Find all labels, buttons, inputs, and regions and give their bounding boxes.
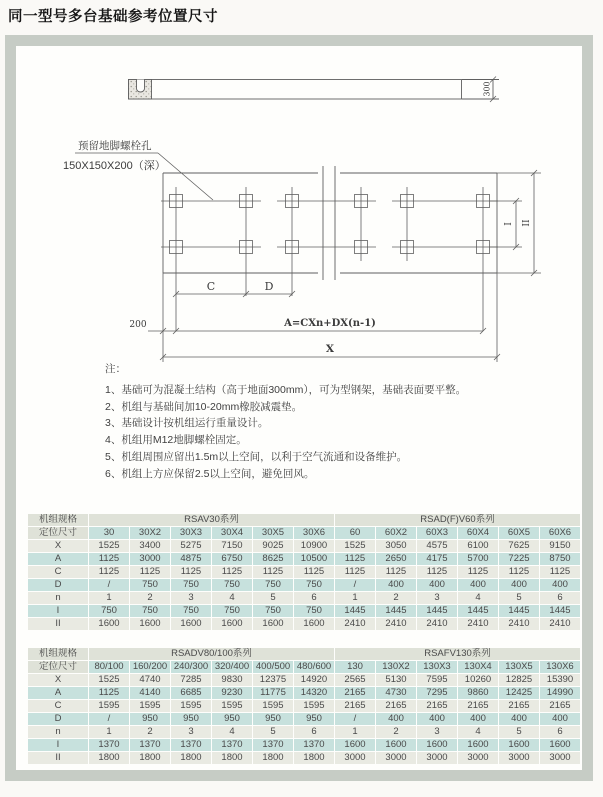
value-cell: 2	[376, 726, 416, 738]
value-cell: 2650	[376, 553, 416, 565]
row-label: I	[28, 605, 88, 617]
model-header-cell: 60X6	[540, 527, 580, 539]
corner-unit-spec: 机组规格	[28, 514, 88, 526]
value-cell: 15390	[540, 674, 580, 686]
model-header-cell: 60X4	[458, 527, 498, 539]
value-cell: 9150	[540, 540, 580, 552]
page-title: 同一型号多台基础参考位置尺寸	[8, 9, 218, 25]
value-cell: 1595	[130, 700, 170, 712]
value-cell: 950	[253, 713, 293, 725]
dim-offset-200: 200	[129, 320, 147, 330]
value-cell: 950	[130, 713, 170, 725]
annotation-line2: 150X150X200（深）	[63, 160, 166, 172]
value-cell: 6	[540, 726, 580, 738]
value-cell: 12425	[499, 687, 539, 699]
value-cell: 1600	[335, 739, 375, 751]
value-cell: 1370	[253, 739, 293, 751]
value-cell: 3	[417, 592, 457, 604]
value-cell: 4	[212, 592, 252, 604]
model-header-cell: 30X4	[212, 527, 252, 539]
value-cell: 1595	[171, 700, 211, 712]
row-label: A	[28, 553, 88, 565]
notes-title: 注：	[105, 363, 126, 375]
value-cell: 1595	[294, 700, 334, 712]
value-cell: 4	[458, 592, 498, 604]
value-cell: 3000	[376, 752, 416, 764]
note-item: 3、基础设计按机组运行重量设计。	[105, 417, 269, 430]
model-header-cell: 480/600	[294, 661, 334, 673]
row-label: C	[28, 566, 88, 578]
annotation-line1: 预留地脚螺栓孔	[78, 140, 152, 152]
dim-i: I	[504, 222, 514, 226]
corner-position-size: 定位尺寸	[28, 661, 88, 673]
value-cell: 400	[499, 579, 539, 591]
value-cell: 1	[335, 592, 375, 604]
value-cell: 1125	[417, 566, 457, 578]
note-item: 1、基础可为混凝土结构（高于地面300mm），可为型钢架，基础表面要平整。	[105, 383, 467, 396]
value-cell: 1445	[458, 605, 498, 617]
value-cell: 1125	[335, 566, 375, 578]
value-cell: 10500	[294, 553, 334, 565]
value-cell: 1600	[540, 739, 580, 751]
value-cell: 1125	[171, 566, 211, 578]
value-cell: 6	[294, 726, 334, 738]
dim-a-formula: A=CXn+DX(n-1)	[284, 318, 376, 329]
value-cell: 14320	[294, 687, 334, 699]
value-cell: 1370	[294, 739, 334, 751]
model-header-cell: 130X2	[376, 661, 416, 673]
row-label: D	[28, 713, 88, 725]
value-cell: 1445	[335, 605, 375, 617]
note-item: 5、机组周围应留出1.5m以上空间，以利于空气流通和设备维护。	[105, 450, 408, 463]
value-cell: 2	[130, 592, 170, 604]
value-cell: 1370	[171, 739, 211, 751]
row-label: X	[28, 540, 88, 552]
value-cell: 1	[89, 726, 129, 738]
value-cell: 1125	[89, 553, 129, 565]
value-cell: 400	[417, 713, 457, 725]
value-cell: 750	[130, 605, 170, 617]
model-header-cell: 60X5	[499, 527, 539, 539]
row-label: D	[28, 579, 88, 591]
value-cell: 9025	[253, 540, 293, 552]
value-cell: 750	[212, 605, 252, 617]
value-cell: 1445	[376, 605, 416, 617]
value-cell: 750	[212, 579, 252, 591]
model-header-cell: 160/200	[130, 661, 170, 673]
value-cell: 6	[540, 592, 580, 604]
value-cell: 2165	[540, 700, 580, 712]
value-cell: 1125	[540, 566, 580, 578]
value-cell: 1600	[171, 618, 211, 630]
value-cell: 9230	[212, 687, 252, 699]
value-cell: 2410	[376, 618, 416, 630]
note-item: 4、机组用M12地脚螺栓固定。	[105, 434, 247, 447]
series-header: RSAV30系列	[89, 514, 334, 526]
value-cell: 950	[294, 713, 334, 725]
value-cell: 1595	[212, 700, 252, 712]
value-cell: /	[89, 579, 129, 591]
row-label: C	[28, 700, 88, 712]
value-cell: 4740	[130, 674, 170, 686]
value-cell: 4	[212, 726, 252, 738]
value-cell: 7295	[417, 687, 457, 699]
value-cell: 4175	[417, 553, 457, 565]
row-label: I	[28, 739, 88, 751]
value-cell: 12375	[253, 674, 293, 686]
value-cell: 3000	[417, 752, 457, 764]
row-label: II	[28, 752, 88, 764]
value-cell: 2	[376, 592, 416, 604]
value-cell: 5275	[171, 540, 211, 552]
value-cell: 1445	[417, 605, 457, 617]
series-header: RSADV80/100系列	[89, 648, 334, 660]
value-cell: 2165	[335, 700, 375, 712]
notes-block	[105, 361, 565, 483]
value-cell: 1445	[499, 605, 539, 617]
value-cell: 1595	[253, 700, 293, 712]
value-cell: 1600	[212, 618, 252, 630]
value-cell: 2410	[417, 618, 457, 630]
value-cell: 400	[540, 713, 580, 725]
value-cell: 750	[253, 579, 293, 591]
model-header-cell: 30	[89, 527, 129, 539]
value-cell: 1800	[294, 752, 334, 764]
spec-table-2	[27, 647, 581, 765]
model-header-cell: 400/500	[253, 661, 293, 673]
value-cell: 1600	[417, 739, 457, 751]
value-cell: 1600	[376, 739, 416, 751]
value-cell: 8750	[540, 553, 580, 565]
value-cell: 1800	[253, 752, 293, 764]
value-cell: 3000	[458, 752, 498, 764]
value-cell: 750	[89, 605, 129, 617]
value-cell: 950	[212, 713, 252, 725]
value-cell: 5130	[376, 674, 416, 686]
value-cell: 2410	[499, 618, 539, 630]
model-header-cell: 30X3	[171, 527, 211, 539]
value-cell: 6750	[212, 553, 252, 565]
model-header-cell: 240/300	[171, 661, 211, 673]
value-cell: 7595	[417, 674, 457, 686]
foundation-diagram	[0, 0, 603, 380]
value-cell: 1600	[130, 618, 170, 630]
value-cell: 400	[499, 713, 539, 725]
value-cell: 6685	[171, 687, 211, 699]
value-cell: 1595	[89, 700, 129, 712]
value-cell: 3000	[130, 553, 170, 565]
value-cell: 1370	[212, 739, 252, 751]
value-cell: 950	[171, 713, 211, 725]
model-header-cell: 60	[335, 527, 375, 539]
series-header: RSAFV130系列	[335, 648, 580, 660]
value-cell: 400	[417, 579, 457, 591]
model-header-cell: 130X3	[417, 661, 457, 673]
value-cell: 1125	[294, 566, 334, 578]
value-cell: 1800	[130, 752, 170, 764]
side-view	[129, 80, 500, 100]
bolt-hole-section	[137, 80, 145, 93]
value-cell: 1125	[89, 687, 129, 699]
series-header: RSAD(F)V60系列	[335, 514, 580, 526]
model-header-cell: 80/100	[89, 661, 129, 673]
row-label: n	[28, 592, 88, 604]
model-header-cell: 130X6	[540, 661, 580, 673]
value-cell: 1125	[89, 566, 129, 578]
value-cell: 1800	[171, 752, 211, 764]
value-cell: 11775	[253, 687, 293, 699]
value-cell: 2	[130, 726, 170, 738]
value-cell: 1600	[294, 618, 334, 630]
row-label: A	[28, 687, 88, 699]
dim-d: D	[264, 280, 274, 293]
value-cell: 400	[540, 579, 580, 591]
value-cell: 400	[458, 713, 498, 725]
value-cell: 750	[171, 579, 211, 591]
value-cell: 9860	[458, 687, 498, 699]
value-cell: 400	[458, 579, 498, 591]
value-cell: 2410	[335, 618, 375, 630]
value-cell: 1445	[540, 605, 580, 617]
value-cell: 5	[499, 726, 539, 738]
value-cell: 1125	[335, 553, 375, 565]
dimension-lines	[75, 153, 541, 362]
value-cell: 1600	[89, 618, 129, 630]
value-cell: 3	[417, 726, 457, 738]
value-cell: 1600	[499, 739, 539, 751]
value-cell: 1	[335, 726, 375, 738]
value-cell: 8625	[253, 553, 293, 565]
value-cell: 9830	[212, 674, 252, 686]
model-header-cell: 130	[335, 661, 375, 673]
value-cell: 3	[171, 592, 211, 604]
value-cell: 4730	[376, 687, 416, 699]
value-cell: 5	[499, 592, 539, 604]
value-cell: 750	[294, 579, 334, 591]
spec-table-1	[27, 513, 581, 631]
value-cell: 1125	[212, 566, 252, 578]
value-cell: 12825	[499, 674, 539, 686]
model-header-cell: 60X3	[417, 527, 457, 539]
value-cell: 7625	[499, 540, 539, 552]
value-cell: 750	[253, 605, 293, 617]
value-cell: 1800	[212, 752, 252, 764]
value-cell: 1525	[89, 540, 129, 552]
value-cell: 5700	[458, 553, 498, 565]
row-label: II	[28, 618, 88, 630]
value-cell: 10900	[294, 540, 334, 552]
value-cell: /	[335, 579, 375, 591]
value-cell: 1370	[130, 739, 170, 751]
value-cell: 3000	[335, 752, 375, 764]
value-cell: 14920	[294, 674, 334, 686]
value-cell: 3000	[540, 752, 580, 764]
value-cell: 3000	[499, 752, 539, 764]
value-cell: 4140	[130, 687, 170, 699]
value-cell: 400	[376, 713, 416, 725]
value-cell: 7285	[171, 674, 211, 686]
value-cell: 1125	[253, 566, 293, 578]
row-label: n	[28, 726, 88, 738]
value-cell: 1125	[499, 566, 539, 578]
model-header-cell: 60X2	[376, 527, 416, 539]
annotation-leader	[158, 153, 213, 200]
value-cell: 10260	[458, 674, 498, 686]
value-cell: /	[335, 713, 375, 725]
note-item: 2、机组与基础间加10-20mm橡胶减震垫。	[105, 400, 303, 413]
value-cell: 7225	[499, 553, 539, 565]
value-cell: 2565	[335, 674, 375, 686]
dim-c: C	[206, 280, 216, 293]
value-cell: 2410	[458, 618, 498, 630]
value-cell: 750	[294, 605, 334, 617]
model-header-cell: 30X5	[253, 527, 293, 539]
value-cell: 1800	[89, 752, 129, 764]
value-cell: 2165	[499, 700, 539, 712]
value-cell: 2165	[417, 700, 457, 712]
value-cell: 750	[130, 579, 170, 591]
value-cell: 1125	[376, 566, 416, 578]
corner-unit-spec: 机组规格	[28, 648, 88, 660]
value-cell: 1525	[89, 674, 129, 686]
dim-x-total: X	[325, 343, 335, 355]
value-cell: 3050	[376, 540, 416, 552]
corner-position-size: 定位尺寸	[28, 527, 88, 539]
value-cell: 1	[89, 592, 129, 604]
value-cell: 5	[253, 726, 293, 738]
value-cell: 6	[294, 592, 334, 604]
value-cell: 4875	[171, 553, 211, 565]
dim-height-300: 300	[482, 81, 492, 97]
value-cell: 2165	[335, 687, 375, 699]
value-cell: 1600	[458, 739, 498, 751]
value-cell: 7150	[212, 540, 252, 552]
note-item: 6、机组上方应保留2.5以上空间，避免回风。	[105, 467, 315, 480]
value-cell: 2165	[376, 700, 416, 712]
value-cell: 1525	[335, 540, 375, 552]
value-cell: 4	[458, 726, 498, 738]
value-cell: /	[89, 713, 129, 725]
model-header-cell: 30X6	[294, 527, 334, 539]
value-cell: 3400	[130, 540, 170, 552]
value-cell: 4575	[417, 540, 457, 552]
model-header-cell: 30X2	[130, 527, 170, 539]
value-cell: 1370	[89, 739, 129, 751]
model-header-cell: 320/400	[212, 661, 252, 673]
value-cell: 1125	[130, 566, 170, 578]
model-header-cell: 130X5	[499, 661, 539, 673]
row-label: X	[28, 674, 88, 686]
plan-view-outline	[163, 166, 497, 280]
value-cell: 3	[171, 726, 211, 738]
value-cell: 14990	[540, 687, 580, 699]
value-cell: 1600	[253, 618, 293, 630]
value-cell: 2410	[540, 618, 580, 630]
value-cell: 750	[171, 605, 211, 617]
value-cell: 2165	[458, 700, 498, 712]
dim-ii: II	[522, 219, 532, 227]
model-header-cell: 130X4	[458, 661, 498, 673]
value-cell: 400	[376, 579, 416, 591]
value-cell: 6100	[458, 540, 498, 552]
value-cell: 5	[253, 592, 293, 604]
value-cell: 1125	[458, 566, 498, 578]
